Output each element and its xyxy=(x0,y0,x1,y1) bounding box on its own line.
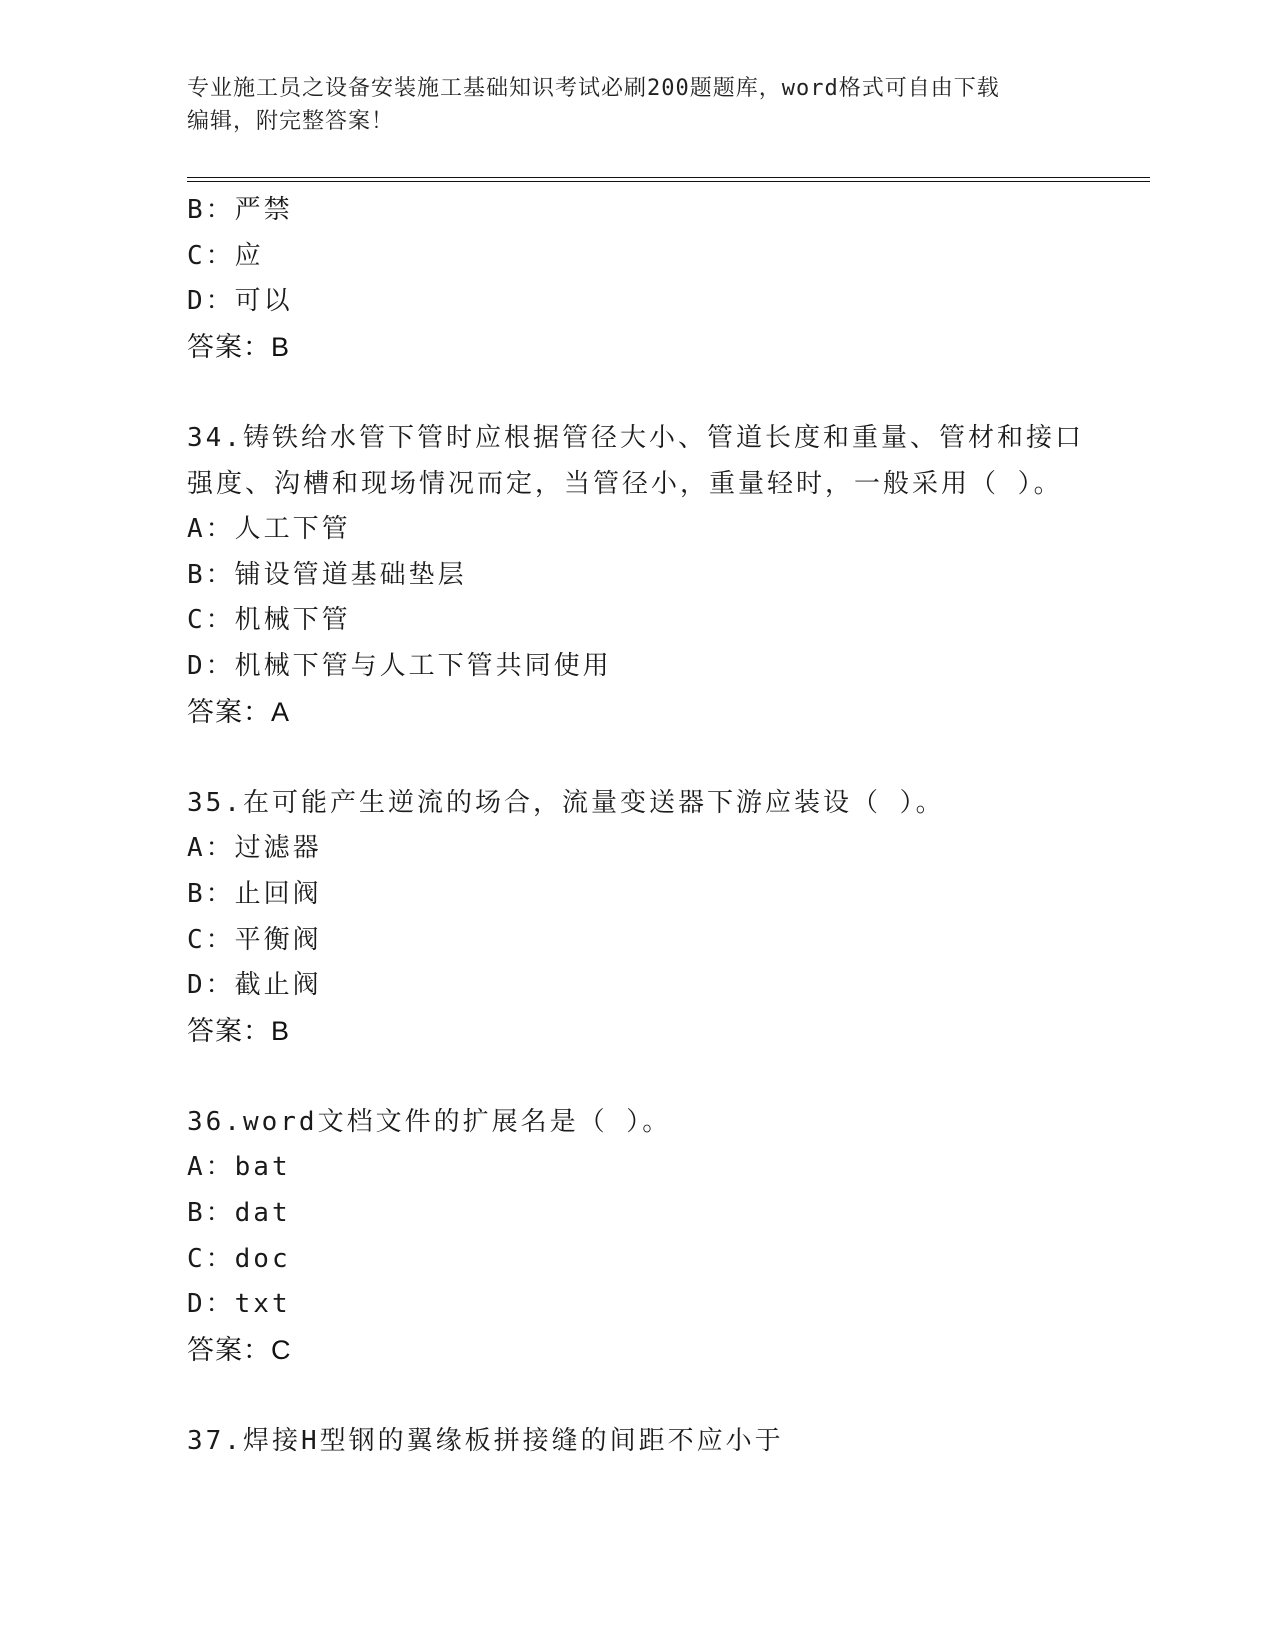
header-divider-bottom xyxy=(187,181,1150,182)
option-d: D：可以 xyxy=(187,286,293,317)
question-stem-line: 37.焊接H型钢的翼缘板拼接缝的间距不应小于 xyxy=(187,1426,784,1457)
answer-line: 答案：B xyxy=(187,331,291,362)
question-34 xyxy=(187,416,1127,735)
question-35 xyxy=(187,781,1127,1055)
option-c: C：doc xyxy=(187,1243,291,1274)
question-33-continued xyxy=(187,188,1127,370)
option-c: C：机械下管 xyxy=(187,605,351,636)
option-d: D：机械下管与人工下管共同使用 xyxy=(187,650,612,681)
option-c: C：平衡阀 xyxy=(187,924,322,955)
spacer xyxy=(187,370,1127,416)
option-a: A：bat xyxy=(187,1152,291,1183)
document-header xyxy=(187,72,1087,138)
answer-line: 答案：C xyxy=(187,1334,292,1365)
spacer xyxy=(187,735,1127,781)
header-title-line-1: 专业施工员之设备安装施工基础知识考试必刷200题题库，word格式可自由下载 xyxy=(187,76,1000,101)
option-b: B：止回阀 xyxy=(187,878,322,909)
answer-line: 答案：A xyxy=(187,696,291,727)
option-b: B：严禁 xyxy=(187,195,293,225)
option-c: C：应 xyxy=(187,240,264,271)
header-divider-top xyxy=(187,177,1150,178)
question-36 xyxy=(187,1100,1127,1374)
option-a: A：过滤器 xyxy=(187,833,322,864)
option-d: D：txt xyxy=(187,1289,291,1320)
header-title-line-2: 编辑，附完整答案！ xyxy=(187,109,395,134)
option-b: B：dat xyxy=(187,1198,291,1229)
question-37 xyxy=(187,1419,1127,1465)
option-a: A：人工下管 xyxy=(187,514,351,545)
question-stem-line: 34.铸铁给水管下管时应根据管径大小、管道长度和重量、管材和接口 xyxy=(187,422,1084,453)
question-list xyxy=(187,188,1127,1465)
spacer xyxy=(187,1054,1127,1100)
question-stem-line: 强度、沟槽和现场情况而定，当管径小，重量轻时，一般采用（ ）。 xyxy=(187,468,1063,499)
option-d: D：截止阀 xyxy=(187,970,322,1001)
option-b: B：铺设管道基础垫层 xyxy=(187,559,467,590)
question-stem-line: 35.在可能产生逆流的场合，流量变送器下游应装设（ ）。 xyxy=(187,787,945,818)
question-stem-line: 36.word文档文件的扩展名是（ ）。 xyxy=(187,1106,672,1137)
spacer xyxy=(187,1373,1127,1419)
answer-line: 答案：B xyxy=(187,1015,291,1046)
